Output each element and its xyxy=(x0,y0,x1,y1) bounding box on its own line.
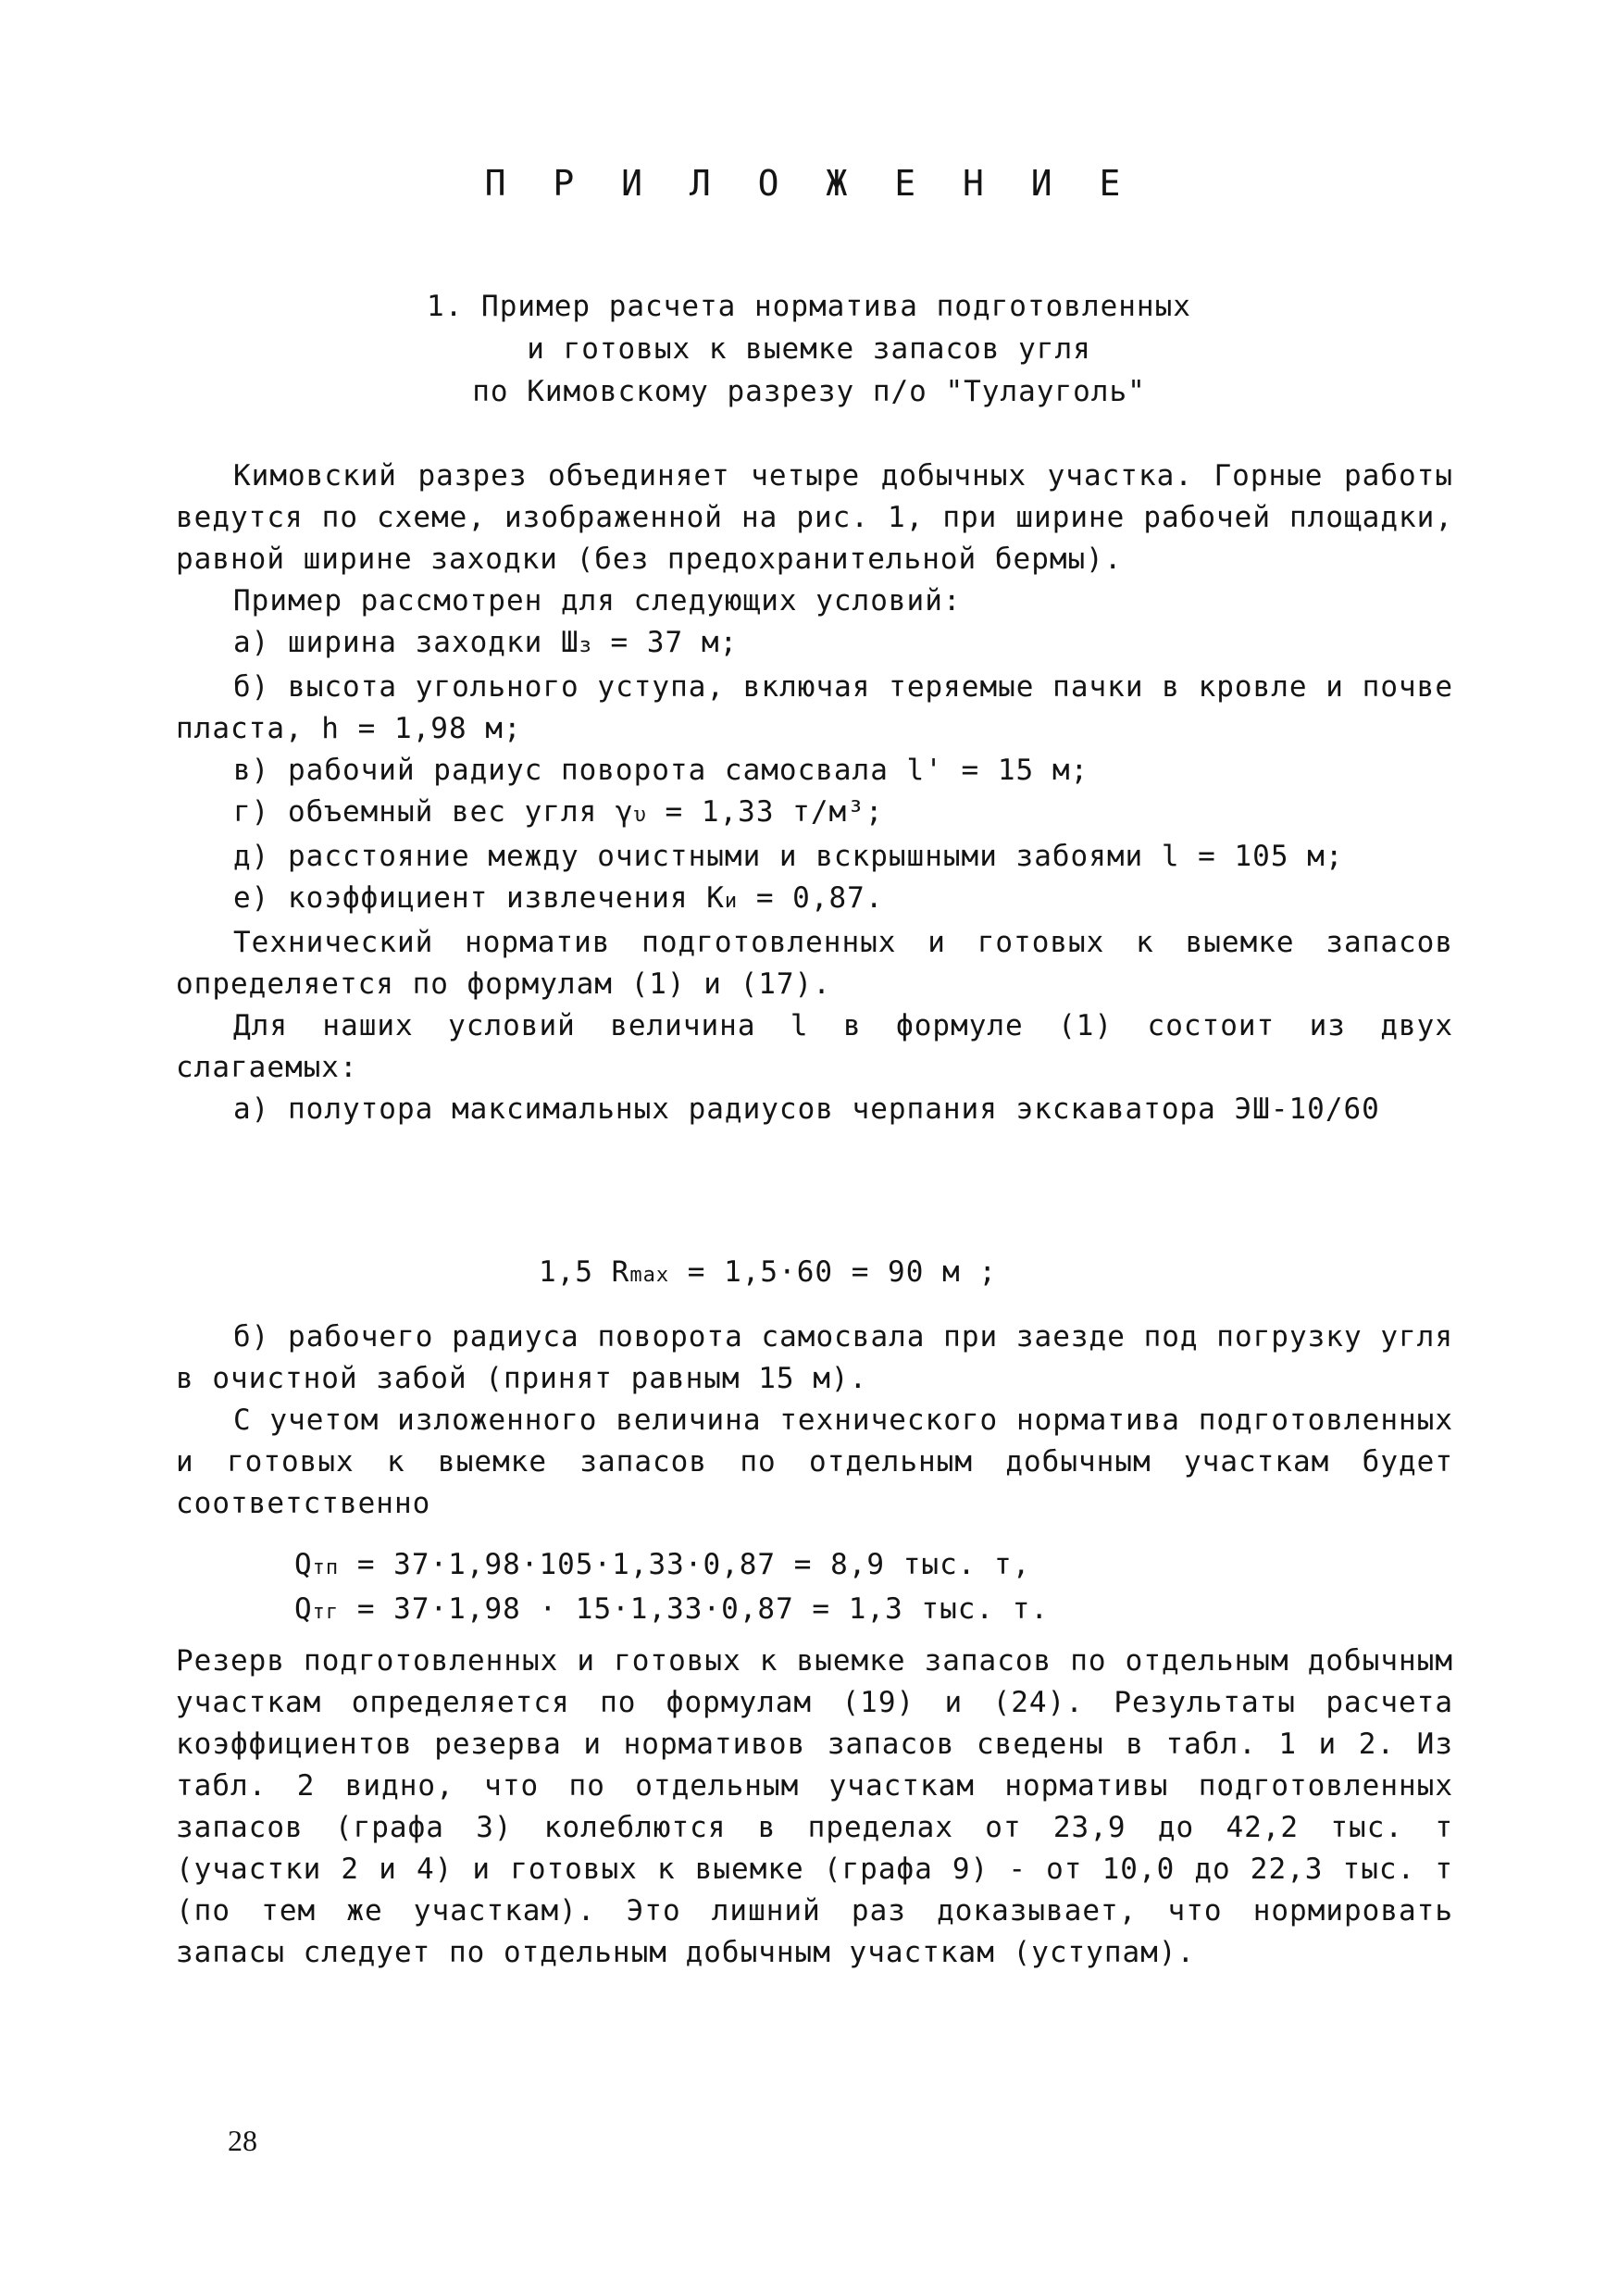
condition-e: д) расстояние между очистными и вскрышными забоями l = 105 м; xyxy=(233,840,1344,873)
paragraph-norm-result: С учетом изложенного величина технического норматива подготовленных и готовых к выемке запасов по отдельным добычным участкам будет соответственно xyxy=(176,1404,1453,1520)
paragraph-intro: Кимовский разрез объединяет четыре добычных участка. Горные работы ведутся по схеме, изображенной на рис. 1, при ширине рабочей площадки, равной ширине заходки (без предохранительной бермы). xyxy=(176,459,1453,576)
condition-f: е) коэффициент извлечения Ки = 0,87. xyxy=(233,881,884,915)
paragraph-conditions-lead: Пример рассмотрен для следующих условий: xyxy=(233,584,962,618)
condition-b: б) высота угольного уступа, включая теряемые пачки в кровле и почве пласта, h = 1,98 м; xyxy=(176,670,1453,745)
term-b: б) рабочего радиуса поворота самосвала при заезде под погрузку угля в очистной забой (принят равным 15 м). xyxy=(176,1320,1453,1395)
condition-d: г) объемный вес угля γυ = 1,33 т/м³; xyxy=(233,795,884,829)
formula-rmax: 1,5 Rmax = 1,5·60 = 90 м ; xyxy=(539,1255,998,1289)
section-title-line-1: 1. Пример расчета норматива подготовленных xyxy=(427,290,1191,323)
page-number: 28 xyxy=(228,2124,257,2157)
section-title-line-2: и готовых к выемке запасов угля xyxy=(527,332,1091,366)
body-text-upper xyxy=(176,455,1453,1130)
body-text-lower xyxy=(176,1641,1453,1974)
condition-c: в) рабочий радиус поворота самосвала l' = 15 м; xyxy=(233,754,1089,787)
paragraph-reserve: Резерв подготовленных и готовых к выемке запасов по отдельным добычным участкам определяется по формулам (19) и (24). Результаты расчета коэффициентов резерва и нормативов запасов сведены в табл. 1 и 2. Из табл. 2 видно, что по отдельным участкам нормативы подготовленных запасов (графа 3) колеблются в пределах от 23,9 до 42,2 тыс. т (участки 2 и 4) и готовых к выемке (графа 9) - от 10,0 до 22,3 тыс. т (по тем же участкам). Это лишний раз доказывает, что нормировать запасы следует по отдельным добычным участкам (уступам). xyxy=(176,1644,1453,1969)
paragraph-norm-formulas: Технический норматив подготовленных и готовых к выемке запасов определяется по формулам (1) и (17). xyxy=(176,926,1453,1001)
section-number: 1. xyxy=(427,290,464,323)
condition-a: а) ширина заходки Шз = 37 м; xyxy=(233,626,739,659)
term-a: а) полутора максимальных радиусов черпания экскаватора ЭШ-10/60 xyxy=(233,1092,1380,1126)
calc-row-tg: Qтг = 37·1,98 · 15·1,33·0,87 = 1,3 тыс. т. xyxy=(294,1592,1050,1626)
appendix-heading: П Р И Л О Ж Е Н И Е xyxy=(484,163,1134,204)
body-text-middle xyxy=(176,1316,1453,1525)
calc-block xyxy=(294,1544,1049,1633)
calc-row-tp: Qтп = 37·1,98·105·1,33·0,87 = 8,9 тыс. т, xyxy=(294,1548,1031,1581)
paragraph-two-terms: Для наших условий величина l в формуле (1) состоит из двух слагаемых: xyxy=(176,1009,1453,1084)
section-title xyxy=(0,285,1618,413)
section-title-line-3: по Кимовскому разрезу п/о "Тулауголь" xyxy=(472,375,1146,408)
